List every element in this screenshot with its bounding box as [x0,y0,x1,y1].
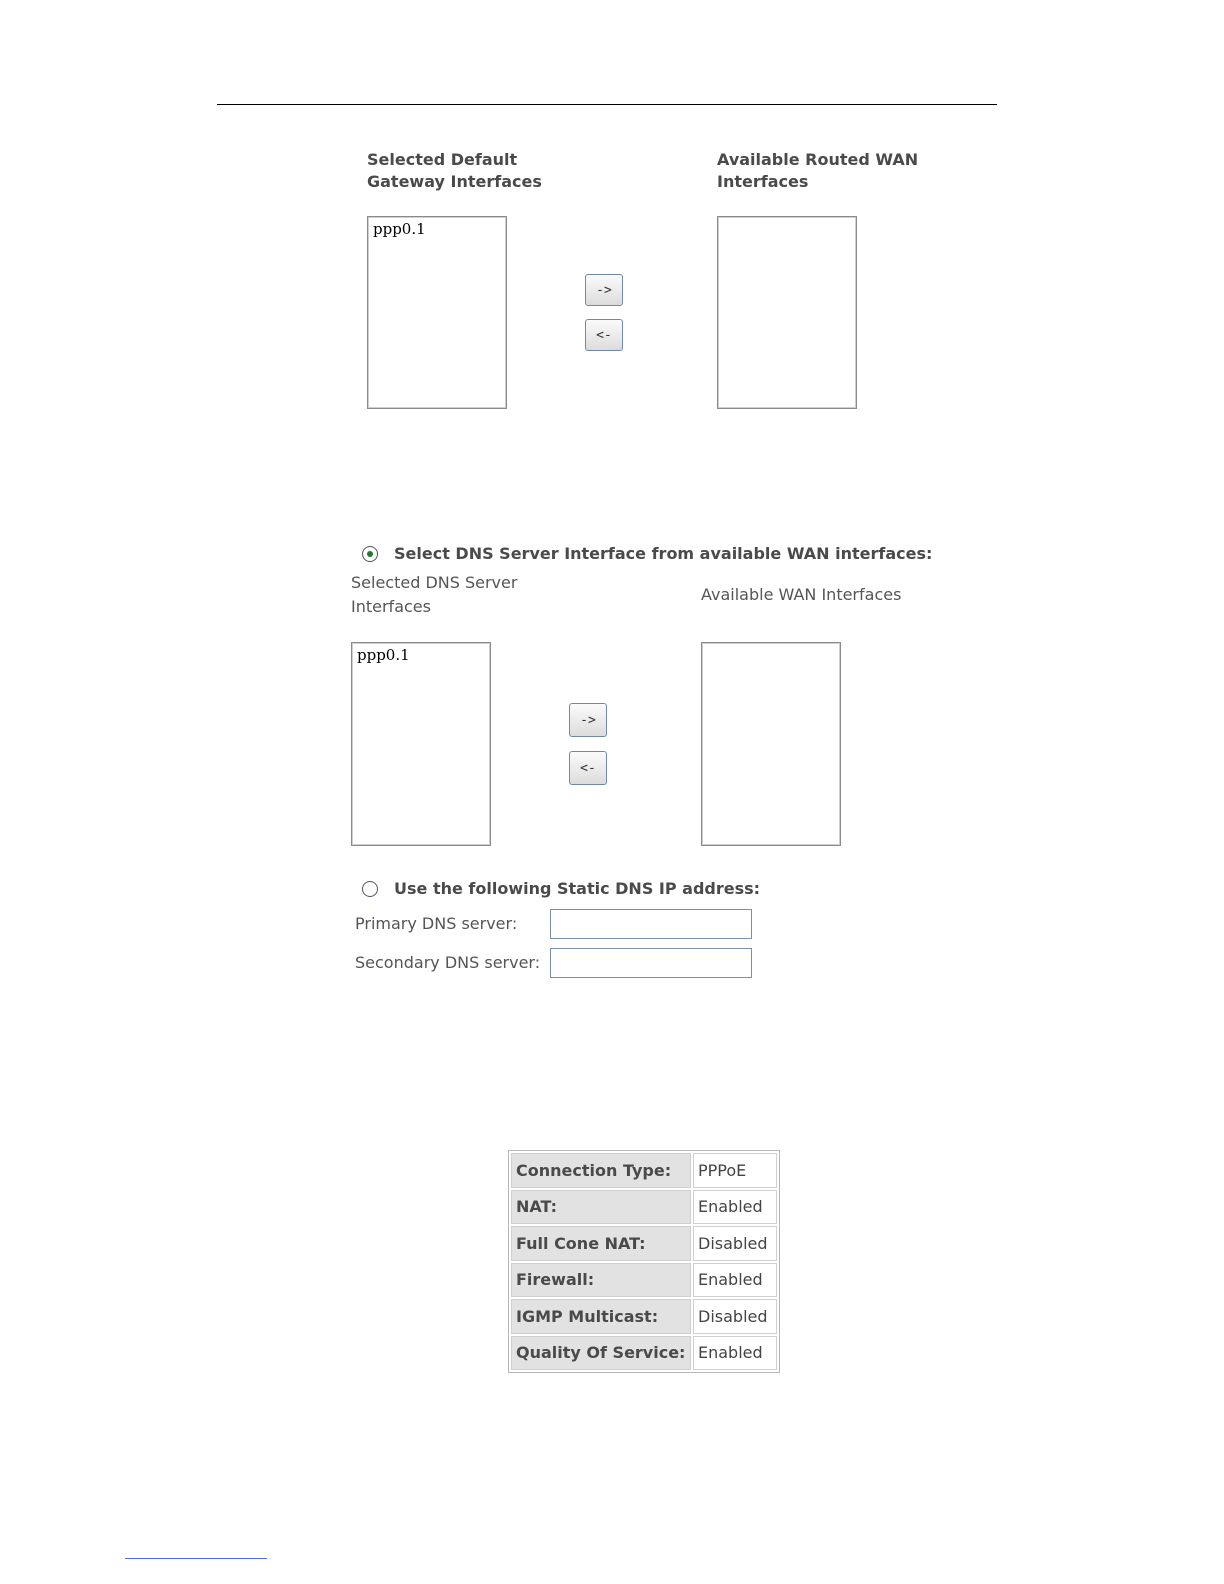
list-item[interactable]: ppp0.1 [373,220,426,238]
wan-summary-table [508,1150,780,1373]
summary-key: Full Cone NAT: [511,1226,691,1261]
dns-selected-title [351,571,517,619]
table-row [511,1190,777,1225]
summary-key: Firewall: [511,1263,691,1298]
dns-interface-option-label: Select DNS Server Interface from available WAN interfaces: [394,544,933,563]
gateway-selected-title [367,149,542,193]
secondary-dns-label: Secondary DNS server: [355,953,541,972]
dns-selected-title-line1: Selected DNS Server [351,573,518,592]
list-item[interactable]: ppp0.1 [357,646,410,664]
table-row [511,1226,777,1261]
wan-summary-table-wrapper [508,1150,780,1373]
gateway-selected-title-line1: Selected Default [367,150,518,169]
summary-value: PPPoE [693,1153,777,1188]
header-rule [217,104,997,105]
primary-dns-label: Primary DNS server: [355,914,518,933]
summary-value: Enabled [693,1263,777,1298]
table-row [511,1153,777,1188]
summary-key: Connection Type: [511,1153,691,1188]
dns-available-listbox[interactable] [701,642,841,846]
dns-static-option-label: Use the following Static DNS IP address: [394,879,761,898]
summary-value: Enabled [693,1336,777,1371]
table-row [511,1299,777,1334]
dns-selected-title-line2: Interfaces [351,597,431,616]
summary-value: Disabled [693,1299,777,1334]
primary-dns-input[interactable] [550,909,752,939]
radio-checked-dot [367,551,373,557]
dns-selected-listbox[interactable] [351,642,491,846]
footer-link-underline [125,1558,267,1559]
summary-key: Quality Of Service: [511,1336,691,1371]
dns-move-right-button[interactable]: -> [569,703,607,737]
summary-key: NAT: [511,1190,691,1225]
dns-available-title: Available WAN Interfaces [701,585,902,604]
gateway-available-title-line1: Available Routed WAN [717,150,919,169]
gateway-available-title [717,149,918,193]
summary-value: Enabled [693,1190,777,1225]
gateway-move-left-button[interactable]: <- [585,319,623,351]
gateway-available-title-line2: Interfaces [717,172,809,191]
gateway-selected-listbox[interactable] [367,216,507,409]
gateway-available-listbox[interactable] [717,216,857,409]
table-row [511,1336,777,1371]
dns-move-left-button[interactable]: <- [569,751,607,785]
dns-interface-radio[interactable] [362,546,378,562]
gateway-selected-title-line2: Gateway Interfaces [367,172,542,191]
gateway-move-right-button[interactable]: -> [585,274,623,306]
secondary-dns-input[interactable] [550,948,752,978]
summary-value: Disabled [693,1226,777,1261]
table-row [511,1263,777,1298]
dns-static-radio[interactable] [362,881,378,897]
summary-key: IGMP Multicast: [511,1299,691,1334]
